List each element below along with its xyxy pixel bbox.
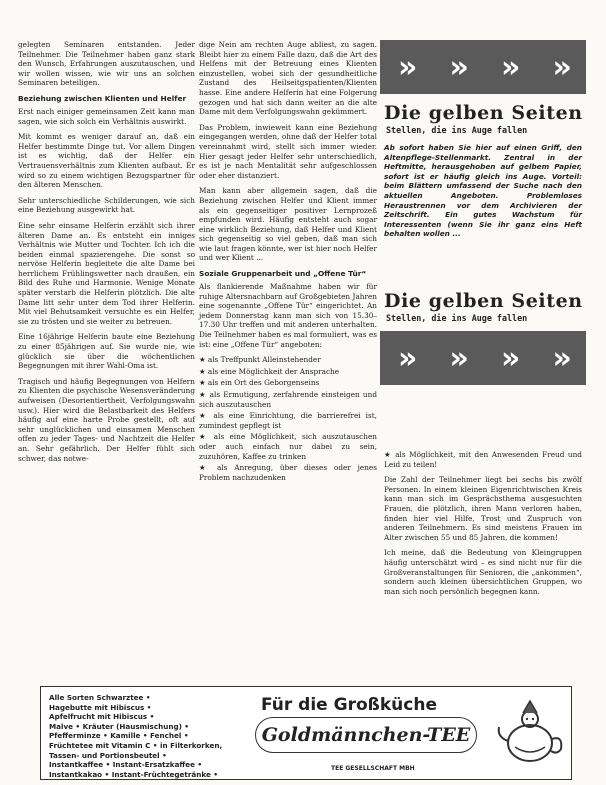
bullet-list	[199, 355, 377, 482]
intro-paragraph: gelegten Seminaren entstanden. Jeder Teilnehmer. Die Teilnehmer haben ganz stark den Wunsch, Erfahrungen auszutauschen, und wir wollen wissen, wie wir uns an solchen Seminaren beteiligen.	[18, 40, 195, 88]
ad-heading: Für die Großküche	[261, 695, 437, 715]
double-chevron-icon: »	[552, 49, 568, 85]
paragraph: Die Zahl der Teilnehmer liegt bei sechs bis zwölf Personen. In einem kleinen Eigenrichtwischen Kreis kann man sich im Gesprächsthema ausgesuchten Frauen, die plötzlich, ihren Mann verloren haben, finden hier viel Hilfe, Trost und Zuspruch von anderen Teilnehmern. Es sind meistens Frauen im Alter zwischen 55 und 85 Jahren, die kommen!	[384, 475, 582, 542]
left-column	[18, 40, 195, 469]
paragraph: Erst nach einiger gemeinsamen Zeit kann man sagen, wie sich solch ein Verhältnis auswirkt.	[18, 106, 195, 126]
ad-title-repeat: Die gelben Seiten	[384, 290, 583, 312]
paragraph: Eine sehr einsame Helferin erzählt sich ihrer älteren Dame an. Es entsteht ein inniges Verhältnis wie Mutter und Tochter. Ich ich die beiden einmal spazierengehe. Die sonst so nervöse Helferin begleitete die alte Dame bei herrlichem Frühlingswetter nach draußen, ein Bild des Ruhe und Harmonie. Wenige Monate später verstarb die Helferin plötzlich. Die alte Dame litt sehr unter dem Tod ihrer Helferin. Mit viel Behutsamkeit versuchte es ein Helfer, sie zu trösten und sie weiter zu betreuen.	[18, 220, 195, 326]
paragraph: Tragisch und häufig Begegnungen von Helfern zu Klienten die psychische Wesensveränderung aufweisen (Desorientiertheit, Verfolgungswahn usw.). Hier wird die Belastbarkeit des Helfers häufig auf eine harte Probe gestellt, oft auf sehr unglücklichen und einsamen Menschen offen zu jeder Tages- und Nachtzeit die Helfer an. Sehr gefährlich. Der Helfer fühlt sich schwer, das notwe-	[18, 376, 195, 463]
list-item: Malve • Kräuter (Hausmischung) •	[49, 721, 189, 731]
double-chevron-icon: »	[501, 49, 517, 85]
list-item: ★ als Treffpunkt Alleinstehender	[199, 355, 321, 365]
paragraph: Eine 16jährige Helferin baute eine Beziehung zu einer 85jährigen auf. Sie wurde nie, wie glücklich sie über die wöchentlichen Begegnungen mit ihrer Wahl-Oma ist.	[18, 332, 195, 371]
list-item: ★ als eine Möglichkeit, sich auszutauschen oder auch einfach nur dabei zu sein, zuzuhören, Kaffee zu trinken	[199, 432, 377, 461]
double-chevron-icon: »	[398, 49, 414, 85]
paragraph: Sehr unterschiedliche Schilderungen, wie sich eine Beziehung ausgewirkt hat.	[18, 195, 195, 215]
list-item: Pfefferminze • Kamille • Fenchel •	[49, 731, 189, 741]
double-chevron-icon: »	[449, 49, 465, 85]
section-heading-group-work: Soziale Gruppenarbeit und „Offene Tür“	[199, 269, 367, 279]
list-item: ★ als eine Möglichkeit der Ansprache	[199, 366, 340, 376]
star-icon: ★	[199, 378, 208, 388]
double-chevron-icon: »	[398, 340, 414, 376]
paragraph: Als flankierende Maßnahme haben wir für ruhige Altersnachbarn auf Großgebieten Jahren eine sogenannte „Offene Tür“ eingerichtet. An jedem Donnerstag kann man sich von 15.30–17.30 Uhr treffen und mit anderen unterhalten. Die Teilnehmer haben es mal formuliert, was es ist: eine „Offene Tür“ angeboten:	[199, 282, 377, 349]
middle-column	[199, 40, 377, 484]
company-name: TEE GESELLSCHAFT MBH	[331, 765, 415, 772]
tea-product-list	[49, 693, 245, 779]
tea-advertisement	[40, 686, 572, 780]
list-item: ★ als eine Einrichtung, die barrierefrei ist, zumindest gepflegt ist	[199, 411, 377, 430]
double-chevron-icon: »	[449, 340, 465, 376]
arrow-banner-bottom	[380, 331, 586, 385]
right-column	[384, 450, 582, 602]
paragraph: Mit kommt es weniger darauf an, daß ein Helfer bestimmte Dinge tut. Vor allem Dingen ist es wichtig, daß der Helfer ein Vertrauensverhältnis zum Klienten aufbaut. Er wird so zu einem wichtigen Bezugspartner für den älteren Menschen.	[18, 132, 195, 190]
ad-body-text: Ab sofort haben Sie hier auf einen Griff, den Altenpflege-Stellenmarkt. Zentral in der Heftmitte, herausgehoben auf gelbem Papier, sofort ist er häufig gleich ins Auge. Vorteil: beim Blättern umfassend der Suche nach den aktuellen Angeboten. Problemloses Heraustrennen vor dem Archivieren der Zeitschrift. Ein gutes Wachstum für Interessenten (wenn Sie ihr ganz eins Heft behalten wollen ...	[384, 143, 582, 239]
star-icon: ★	[199, 463, 217, 473]
list-item: Früchtetee mit Vitamin C • in Filterkorken, Tassen- und Portionsbeutel •	[49, 740, 223, 760]
list-item: ★ als ein Ort des Geborgenseins	[199, 378, 320, 388]
star-icon: ★	[199, 432, 214, 442]
list-item: Hagebutte mit Hibiscus •	[49, 702, 152, 712]
double-chevron-icon: »	[552, 340, 568, 376]
section-heading-relationship: Beziehung zwischen Klienten und Helfer	[18, 93, 187, 103]
double-chevron-icon: »	[501, 340, 517, 376]
star-icon: ★	[384, 450, 396, 459]
paragraph: Das Problem, inwieweit kann eine Beziehung eingegangen werden, ohne daß der Helfer total vereinnahmt wird, stellt sich immer wieder. Hier gesagt jeder Helfer sehr unterschiedlich, es ist je nach Mentalität sehr aufgeschlossen oder eher distanziert.	[199, 122, 377, 180]
paragraph: Man kann aber allgemein sagen, daß die Beziehung zwischen Helfer und Klient immer als ein gegenseitiger positiver Lernprozeß empfunden wird. Häufig entsteht auch sogar eine wirklich Beziehung, daß Helfer und Klient sich gegenseitig so viel geben, daß man sich wie laut fragen könnte, wer ist hier noch Helfer und wer Klient ...	[199, 186, 377, 263]
list-item: Instantkakao • Instant-Früchtegetränke •	[49, 769, 218, 779]
list-item: ★ als Anregung, über dieses oder jenes Problem nachzudenken	[199, 463, 377, 482]
star-icon: ★	[199, 355, 208, 365]
ad-subtitle: Stellen, die ins Auge fallen	[386, 125, 528, 135]
paragraph: Ich meine, daß die Bedeutung von Kleingruppen häufig unterschätzt wird – es sind nicht nur für die Großveranstaltungen für Senioren, die „ankommen“, sondern auch kleinen übersichtlichen Gruppen, wo man sich noch persönlich begegnen kann.	[384, 548, 582, 596]
teapot-mascot-icon	[493, 697, 567, 771]
arrow-banner	[380, 40, 586, 94]
list-item: ★ als Ermutigung, zerfahrende einsteigen und sich auszutauschen	[199, 390, 377, 409]
ad-subtitle-repeat: Stellen, die ins Auge fallen	[386, 313, 528, 323]
star-icon: ★	[199, 366, 208, 376]
list-item: Alle Sorten Schwarztee •	[49, 693, 151, 702]
star-icon: ★	[199, 390, 210, 399]
ad-title: Die gelben Seiten	[384, 102, 583, 124]
paragraph: dige Nein am rechten Auge abliest, zu sagen. Bleibt hier zu einem Falle dazu, daß die Art des Helfens mit der Betreuung eines Klienten einzustellen, wobei sich der gesundheitliche Zustand des Heilseitgspatienten/Klienten hasse. Eine andere Helferin hat eine Folgerung gezogen und hat sich dann weiter an die alte Dame mit dem Verfolgungswahn gekümmert.	[199, 40, 377, 117]
list-item: ★ als Möglichkeit, mit den Anwesenden Freud und Leid zu teilen!	[384, 450, 582, 469]
star-icon: ★	[199, 411, 214, 421]
list-item: Apfelfrucht mit Hibiscus •	[49, 712, 155, 722]
brand-logo-text: Goldmännchen-TEE	[255, 717, 477, 753]
yellow-pages-ad	[380, 40, 586, 437]
list-item: Instantkaffee • Instant-Ersatzkaffee •	[49, 760, 203, 770]
